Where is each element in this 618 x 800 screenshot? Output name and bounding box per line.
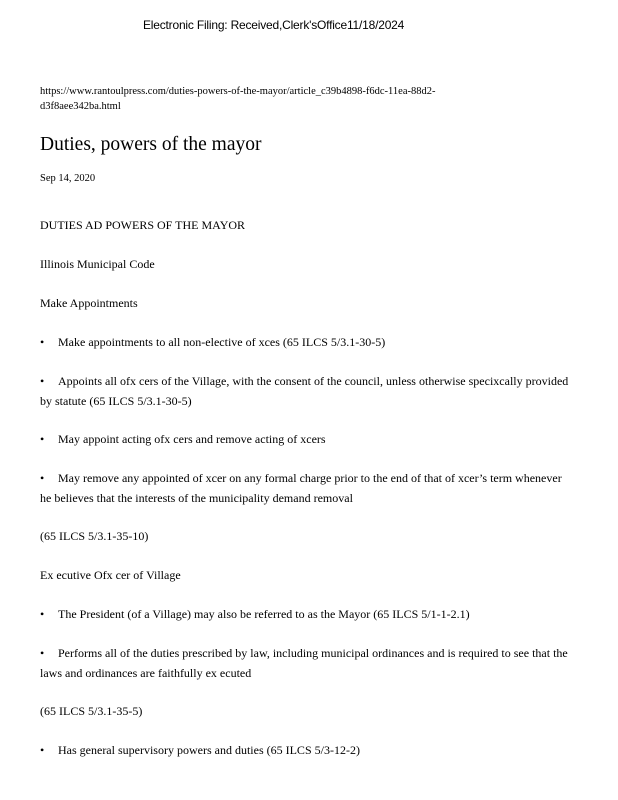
bullet: •: [40, 335, 45, 349]
list-item: [40, 469, 570, 508]
filing-stamp: Electronic Filing: Received,Clerk'sOffice11/18/2024: [143, 18, 405, 32]
list-item: [40, 372, 570, 411]
list-item-text: The President (of a Village) may also be referred to as the Mayor (65 ILCS 5/1-1-2.1): [58, 607, 470, 621]
article-url: https://www.rantoulpress.com/duties-powers-of-the-mayor/article_c39b4898-f6dc-11ea-88d2-d3f8aee342ba.html: [40, 86, 436, 112]
code-label: Illinois Municipal Code: [40, 257, 155, 271]
bullet: •: [40, 432, 45, 446]
article-title: Duties, powers of the mayor: [40, 134, 262, 155]
list-item: [40, 605, 570, 625]
list-item-text: May remove any appointed of xcer on any formal charge prior to the end of that of xcer’s term whenever he believes that the interests of the municipality demand removal: [40, 471, 562, 505]
subsection-appointments: Make Appointments: [40, 296, 138, 310]
bullet: •: [40, 743, 45, 757]
list-item: [40, 430, 570, 450]
list-item: [40, 644, 570, 683]
bullet: •: [40, 646, 45, 660]
section-heading: DUTIES AD POWERS OF THE MAYOR: [40, 218, 246, 232]
list-item: [40, 333, 570, 353]
bullet: •: [40, 374, 45, 388]
list-item-text: Has general supervisory powers and duties (65 ILCS 5/3-12-2): [58, 743, 360, 757]
list-item-text: May appoint acting ofx cers and remove acting of xcers: [58, 432, 326, 446]
article-date: Sep 14, 2020: [40, 173, 96, 184]
subsection-executive-officer: Ex ecutive Ofx cer of Village: [40, 568, 181, 582]
citation: (65 ILCS 5/3.1-35-10): [40, 529, 149, 543]
list-item: [40, 741, 570, 761]
bullet: •: [40, 607, 45, 621]
list-item-text: Make appointments to all non-elective of xces (65 ILCS 5/3.1-30-5): [58, 335, 386, 349]
citation: (65 ILCS 5/3.1-35-5): [40, 704, 143, 718]
list-item-text: Appoints all ofx cers of the Village, with the consent of the council, unless otherwise specixcally provided by statute (65 ILCS 5/3.1-30-5): [40, 374, 569, 408]
list-item-text: Performs all of the duties prescribed by law, including municipal ordinances and is required to see that the laws and ordinances are faithfully ex ecuted: [40, 646, 568, 680]
bullet: •: [40, 471, 45, 485]
